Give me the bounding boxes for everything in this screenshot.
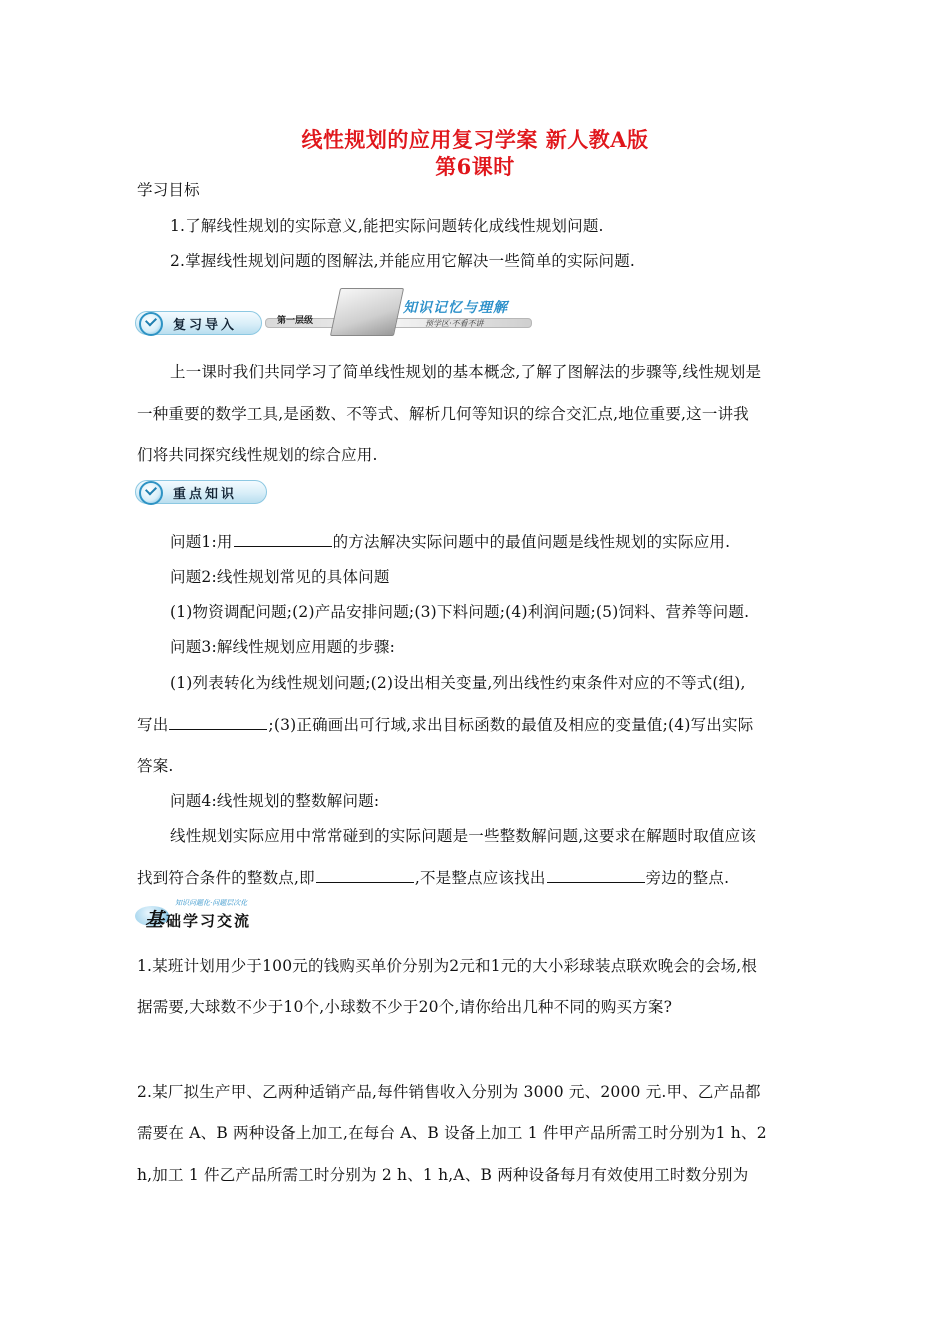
book-icon	[330, 288, 404, 336]
fill-blank	[169, 715, 267, 730]
intro-line-3: 们将共同探究线性规划的综合应用.	[137, 446, 378, 464]
exercise-2-line-2: 需要在 A、B 两种设备上加工,在每台 A、B 设备上加工 1 件甲产品所需工时分别为1 h、2	[137, 1124, 767, 1142]
question-3-line-3: 答案.	[137, 757, 174, 775]
objective-item-1: 1.了解线性规划的实际意义,能把实际问题转化成线性规划问题.	[170, 217, 604, 235]
fill-blank	[234, 532, 332, 547]
check-icon	[139, 312, 163, 336]
q4-prefix: 找到符合条件的整数点,即	[137, 869, 315, 887]
objective-item-2: 2.掌握线性规划问题的图解法,并能应用它解决一些简单的实际问题.	[170, 252, 636, 270]
question-2: 问题2:线性规划常见的具体问题	[170, 568, 390, 586]
q3-suffix: ;(3)正确画出可行域,求出目标函数的最值及相应的变量值;(4)写出实际	[268, 716, 754, 734]
q1-prefix: 问题1:用	[170, 533, 233, 551]
basic-exchange-banner	[135, 896, 285, 930]
exercise-2-line-1: 2.某厂拟生产甲、乙两种适销产品,每件销售收入分别为 3000 元、2000 元.甲、乙产品都	[137, 1083, 761, 1101]
q4-suffix: 旁边的整点.	[645, 869, 730, 887]
question-3-line-2	[137, 713, 753, 735]
q4-mid: ,不是整点应该找出	[414, 869, 546, 887]
banner-label: 重点知识	[173, 487, 238, 502]
banner-title-first: 基	[145, 909, 167, 931]
question-4-line-2	[137, 866, 729, 888]
book-subtitle: 预学区·不看不讲	[425, 319, 484, 328]
exercise-1-line-2: 据需要,大球数不少于10个,小球数不少于20个,请你给出几种不同的购买方案?	[137, 998, 673, 1016]
q3-prefix: 写出	[137, 716, 169, 734]
banner-label: 复习导入	[173, 318, 238, 333]
question-4-line-1: 线性规划实际应用中常常碰到的实际问题是一些整数解问题,这要求在解题时取值应该	[170, 827, 757, 845]
exercise-2-line-3: h,加工 1 件乙产品所需工时分别为 2 h、1 h,A、B 两种设备每月有效使用工时数分别为	[137, 1166, 749, 1184]
intro-line-2: 一种重要的数学工具,是函数、不等式、解析几何等知识的综合交汇点,地位重要,这一讲我	[137, 405, 749, 423]
banner-title	[145, 905, 251, 932]
intro-line-1: 上一课时我们共同学习了简单线性规划的基本概念,了解了图解法的步骤等,线性规划是	[170, 363, 762, 381]
book-title: 知识记忆与理解	[403, 300, 508, 316]
exercise-1-line-1: 1.某班计划用少于100元的钱购买单价分别为2元和1元的大小彩球装点联欢晚会的会场,根	[137, 957, 758, 975]
fill-blank	[547, 868, 645, 883]
review-intro-banner	[135, 282, 535, 340]
q1-suffix: 的方法解决实际问题中的最值问题是线性规划的实际应用.	[332, 533, 731, 551]
fill-blank	[316, 868, 414, 883]
level-tag: 第一层级	[277, 316, 314, 326]
doc-title: 线性规划的应用复习学案 新人教A版	[301, 127, 649, 152]
key-knowledge-banner	[135, 478, 275, 504]
banner-title-rest: 础学习交流	[166, 912, 252, 930]
objectives-heading: 学习目标	[137, 181, 200, 199]
question-2-detail: (1)物资调配问题;(2)产品安排问题;(3)下料问题;(4)利润问题;(5)饲料、营养等问题.	[170, 603, 750, 621]
question-4: 问题4:线性规划的整数解问题:	[170, 792, 380, 810]
doc-subtitle: 第6课时	[435, 154, 515, 179]
banner-subtitle: 知识问题化·问题层次化	[175, 899, 248, 907]
question-3: 问题3:解线性规划应用题的步骤:	[170, 638, 396, 656]
check-icon	[139, 481, 163, 505]
question-1	[170, 530, 730, 552]
question-3-line-1: (1)列表转化为线性规划问题;(2)设出相关变量,列出线性约束条件对应的不等式(组),	[170, 674, 746, 692]
